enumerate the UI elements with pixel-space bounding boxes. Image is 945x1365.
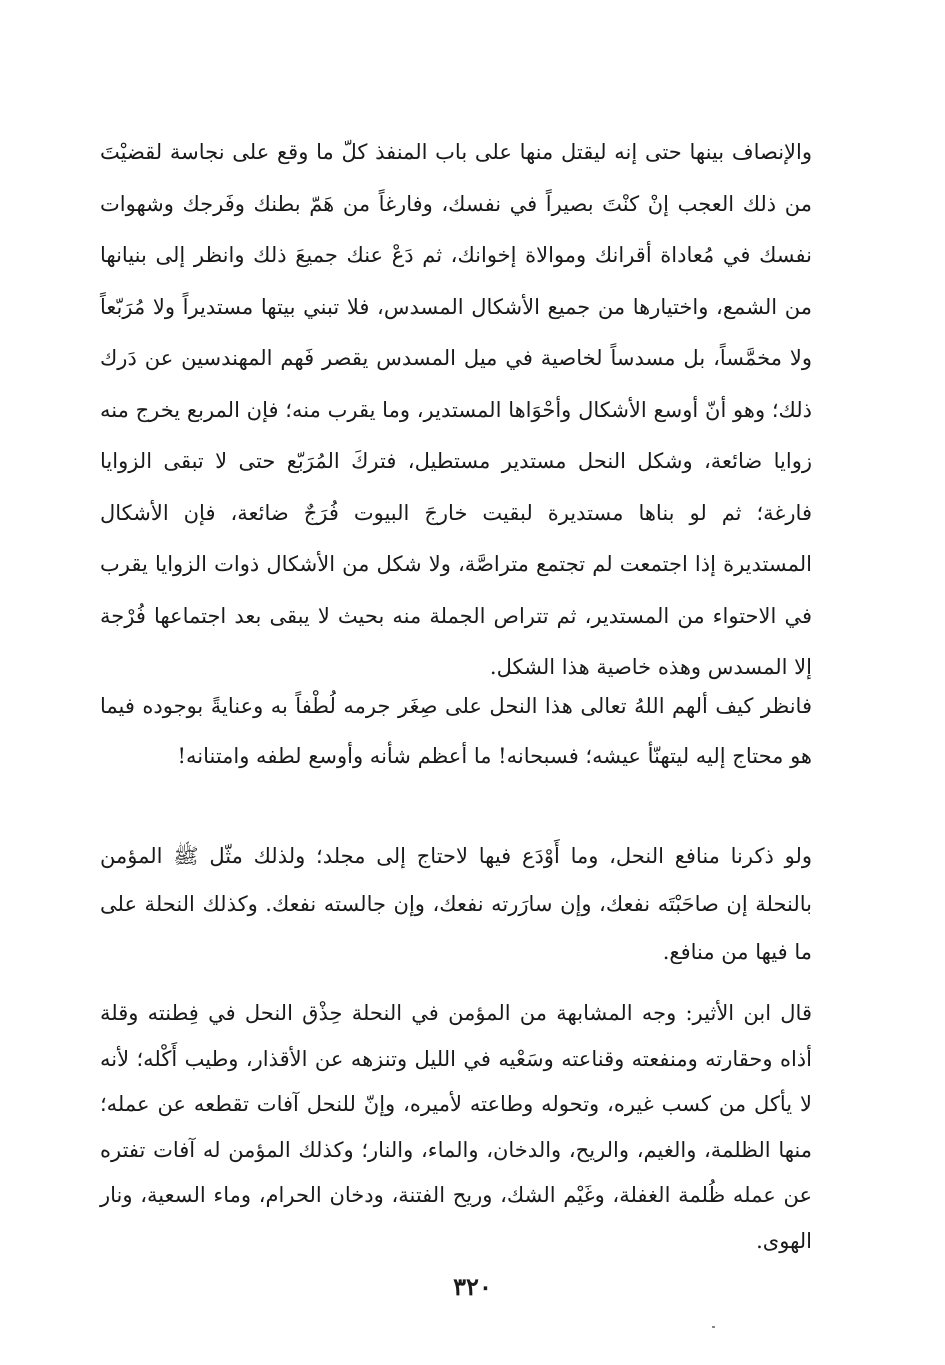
scan-speck — [712, 1326, 715, 1328]
paragraph-bee-benefits: ولو ذكرنا منافع النحل، وما أَوْدَع فيها لاحتاج إلى مجلد؛ ولذلك مثّل ﷺ المؤمن بالنحلة إن صاحَبْتَه نفعك، وإن سارَرته نفعك، وإن جالسته نفعك. وكذلك النحلة على ما فيها من منافع. — [100, 844, 812, 964]
paragraph-honeycomb-shape: والإنصاف بينها حتى إنه ليقتل منها على باب المنفذ كلّ ما وقع على نجاسة لقضيْتَ من ذلك العجب إنْ كنْتَ بصيراً في نفسك، وفارغاً من هَمّ بطنك وفَرجك وشهوات نفسك في مُعاداة أقرانك وموالاة إخوانك، ثم دَعْ عنك جميعَ ذلك وانظر إلى بنيانها من الشمع، واختيارها من جميع الأشكال المسدس، فلا تبني بيتها مستديراً ولا مُرَبّعاً ولا مخمَّساً، بل مسدساً لخاصية في ميل المسدس يقصر فَهم المهندسين عن دَرك ذلك؛ وهو أنّ أوسع الأشكال وأحْوَاها المستدير، وما يقرب منه؛ فإن المربع يخرج منه زوايا ضائعة، وشكل النحل مستدير مستطيل، فتركَ المُرَبّع حتى لا تبقى الزوايا فارغة؛ ثم لو بناها مستديرة لبقيت خارجَ البيوت فُرَجٌ ضائعة، فإن الأشكال المستديرة إذا اجتمعت لم تجتمع متراصَّة، ولا شكل من الأشكال ذوات الزوايا يقرب في الاحتواء من المستدير، ثم تتراص الجملة منه بحيث لا يبقى بعد اجتماعها فُرْجة إلا المسدس وهذه خاصية هذا الشكل. — [100, 140, 812, 679]
text-block-4 — [100, 991, 812, 1264]
paragraph-divine-inspiration: فانظر كيف ألهم اللهُ تعالى هذا النحل على صِغَر جرمه لُطْفاً به وعنايةً بوجوده فيما هو محتاج إليه ليتهنّأ عيشه؛ فسبحانه! ما أعظم شأنه وأوسع لطفه وامتنانه! — [100, 694, 812, 768]
page-number: ٣٢٠ — [453, 1272, 492, 1301]
paragraph-ibn-al-athir: قال ابن الأثير: وجه المشابهة من المؤمن في النحلة حِذْق النحل في فِطنته وقلة أذاه وحقارته ومنفعته وقناعته وسَعْيه في الليل وتنزهه عن الأقذار، وطيب أَكْله؛ لأنه لا يأكل من كسب غيره، وتحوله وطاعته لأميره، وإنّ للنحل آفات تقطعه عن عمله؛ منها الظلمة، والغيم، والريح، والدخان، والماء، والنار؛ وكذلك المؤمن له آفات تفتره عن عمله ظُلمة الغفلة، وغَيْم الشك، وريح الفتنة، ودخان الحرام، وماء السعية، ونار الهوى. — [100, 1001, 812, 1253]
text-block-3 — [100, 832, 812, 976]
text-block-1 — [100, 127, 812, 694]
text-block-2 — [100, 681, 812, 781]
